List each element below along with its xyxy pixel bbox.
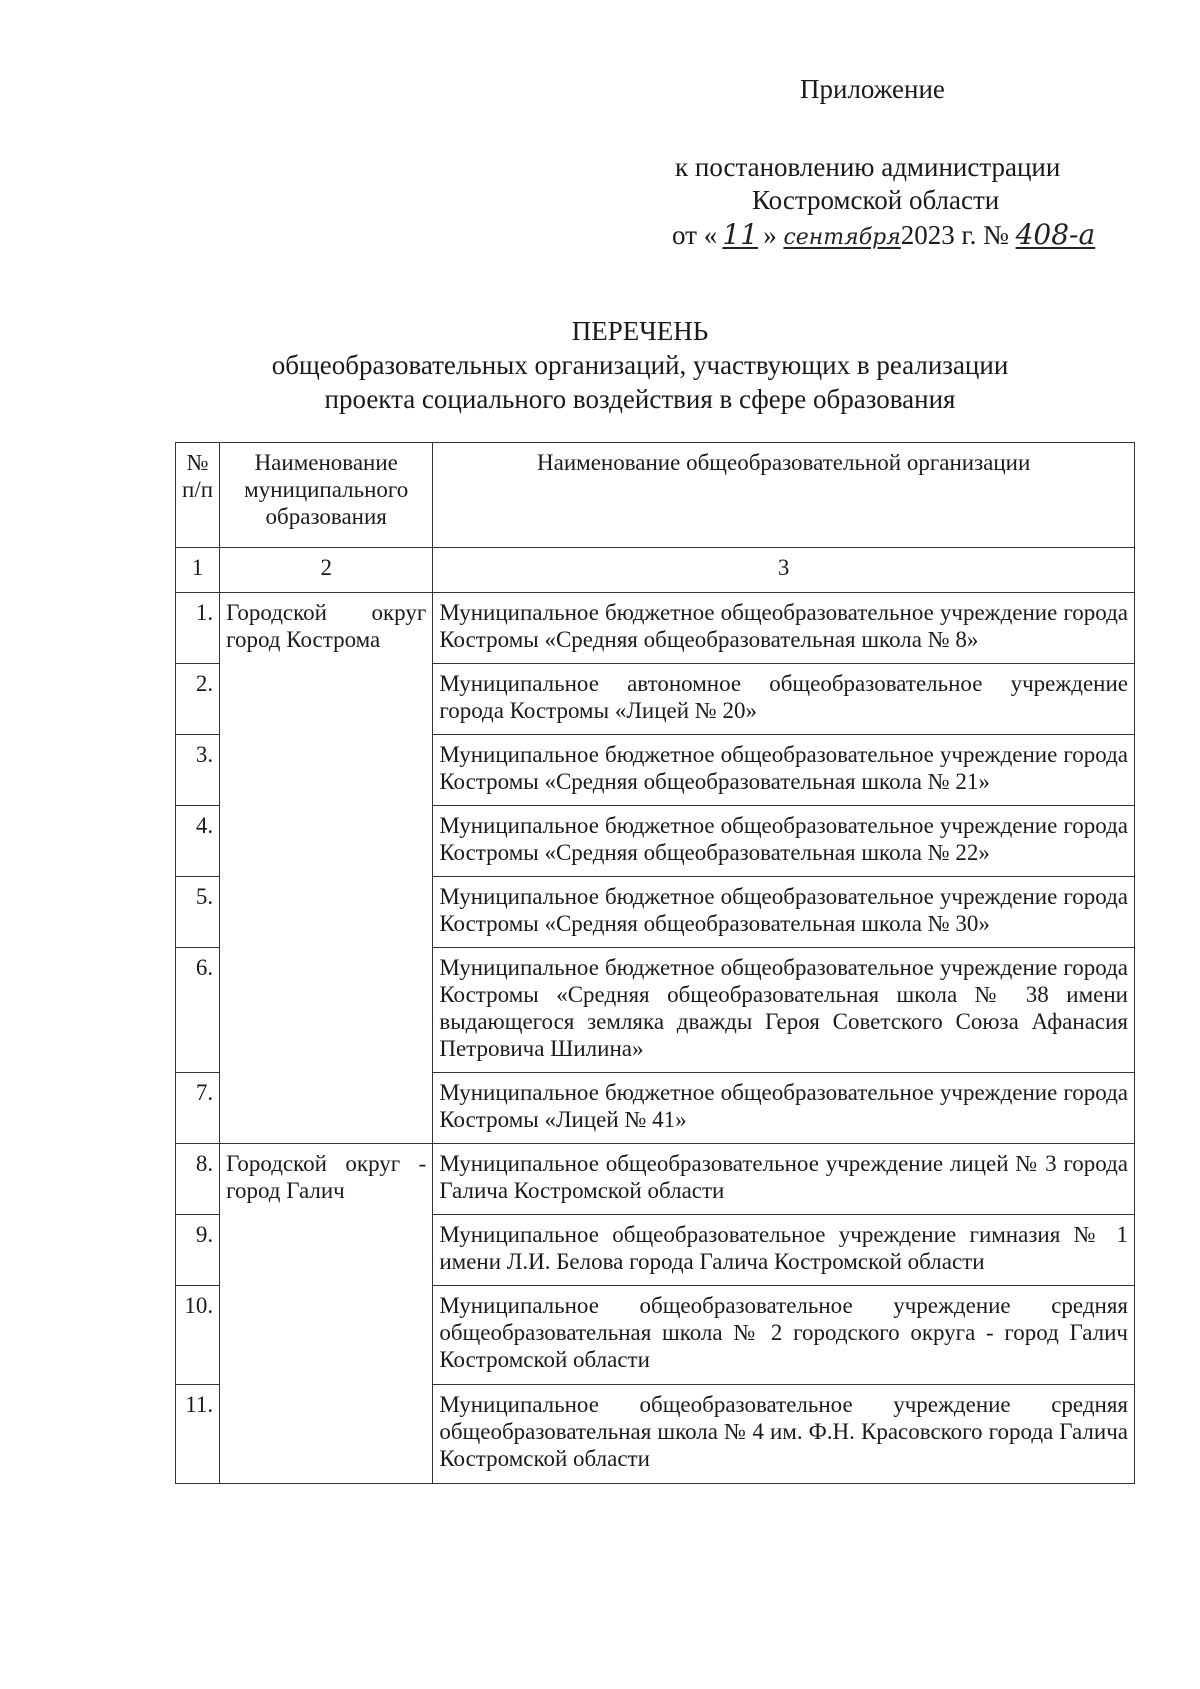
organization-cell: Муниципальное автономное общеобразовательное учреждение города Костромы «Лицей № 20» — [433, 664, 1135, 735]
organization-cell: Муниципальное бюджетное общеобразовательное учреждение города Костромы «Средняя общеобразовательная школа № 8» — [433, 593, 1135, 664]
organization-cell: Муниципальное общеобразовательное учреждение гимназия № 1 имени Л.И. Белова города Галича Костромской области — [433, 1215, 1135, 1286]
municipality-cell: Городской округ город Кострома — [220, 593, 433, 1144]
organization-cell: Муниципальное общеобразовательное учреждение лицей № 3 города Галича Костромской области — [433, 1144, 1135, 1215]
table-row — [176, 1144, 1135, 1215]
handwritten-month: сентября — [783, 225, 901, 250]
row-number: 4. — [176, 806, 220, 877]
index-cell: 1 — [176, 548, 220, 593]
row-number: 10. — [176, 1286, 220, 1385]
header-municipality: Наименование муниципального образования — [220, 443, 433, 548]
row-number: 7. — [176, 1073, 220, 1144]
row-number: 11. — [176, 1385, 220, 1484]
date-mid: » — [763, 220, 777, 250]
table-row — [176, 593, 1135, 664]
organization-cell: Муниципальное бюджетное общеобразовательное учреждение города Костромы «Средняя общеобразовательная школа № 21» — [433, 735, 1135, 806]
index-cell: 2 — [220, 548, 433, 593]
municipality-cell: Городской округ - город Галич — [220, 1144, 433, 1484]
handwritten-day: 11 — [722, 218, 759, 251]
organization-cell: Муниципальное общеобразовательное учреждение средняя общеобразовательная школа № 4 им. Ф.Н. Красовского города Галича Костромской области — [433, 1385, 1135, 1484]
table-header-row — [176, 443, 1135, 548]
organizations-table — [175, 442, 1135, 1484]
date-prefix: от « — [672, 220, 718, 250]
appendix-title: Приложение — [800, 74, 945, 104]
row-number: 2. — [176, 664, 220, 735]
appendix-region-line: Костромской области — [752, 185, 1000, 215]
row-number: 3. — [176, 735, 220, 806]
date-year: 2023 г. № — [900, 220, 1009, 250]
list-title: ПЕРЕЧЕНЬ — [571, 316, 709, 346]
row-number: 1. — [176, 593, 220, 664]
handwritten-doc-number: 408-а — [1015, 218, 1096, 251]
table-index-row — [176, 548, 1135, 593]
organization-cell: Муниципальное бюджетное общеобразовательное учреждение города Костромы «Средняя общеобразовательная школа № 38 имени выдающегося земляка дважды Героя Советского Союза Афанасия Петровича Шилина» — [433, 948, 1135, 1073]
table-body — [176, 593, 1135, 1484]
header-num: № п/п — [176, 443, 220, 548]
index-cell: 3 — [433, 548, 1135, 593]
organization-cell: Муниципальное бюджетное общеобразовательное учреждение города Костромы «Средняя общеобразовательная школа № 22» — [433, 806, 1135, 877]
row-number: 9. — [176, 1215, 220, 1286]
organization-cell: Муниципальное бюджетное общеобразовательное учреждение города Костромы «Средняя общеобразовательная школа № 30» — [433, 877, 1135, 948]
row-number: 6. — [176, 948, 220, 1073]
organization-cell: Муниципальное общеобразовательное учреждение средняя общеобразовательная школа № 2 городского округа - город Галич Костромской области — [433, 1286, 1135, 1385]
list-subtitle-line1: общеобразовательных организаций, участвующих в реализации — [271, 350, 1009, 380]
list-subtitle-line2: проекта социального воздействия в сфере образования — [324, 384, 956, 414]
header-organization: Наименование общеобразовательной организации — [433, 443, 1135, 548]
appendix-resolution-line: к постановлению администрации — [675, 152, 1061, 182]
organization-cell: Муниципальное бюджетное общеобразовательное учреждение города Костромы «Лицей № 41» — [433, 1073, 1135, 1144]
row-number: 8. — [176, 1144, 220, 1215]
row-number: 5. — [176, 877, 220, 948]
appendix-date-line — [672, 218, 1126, 251]
